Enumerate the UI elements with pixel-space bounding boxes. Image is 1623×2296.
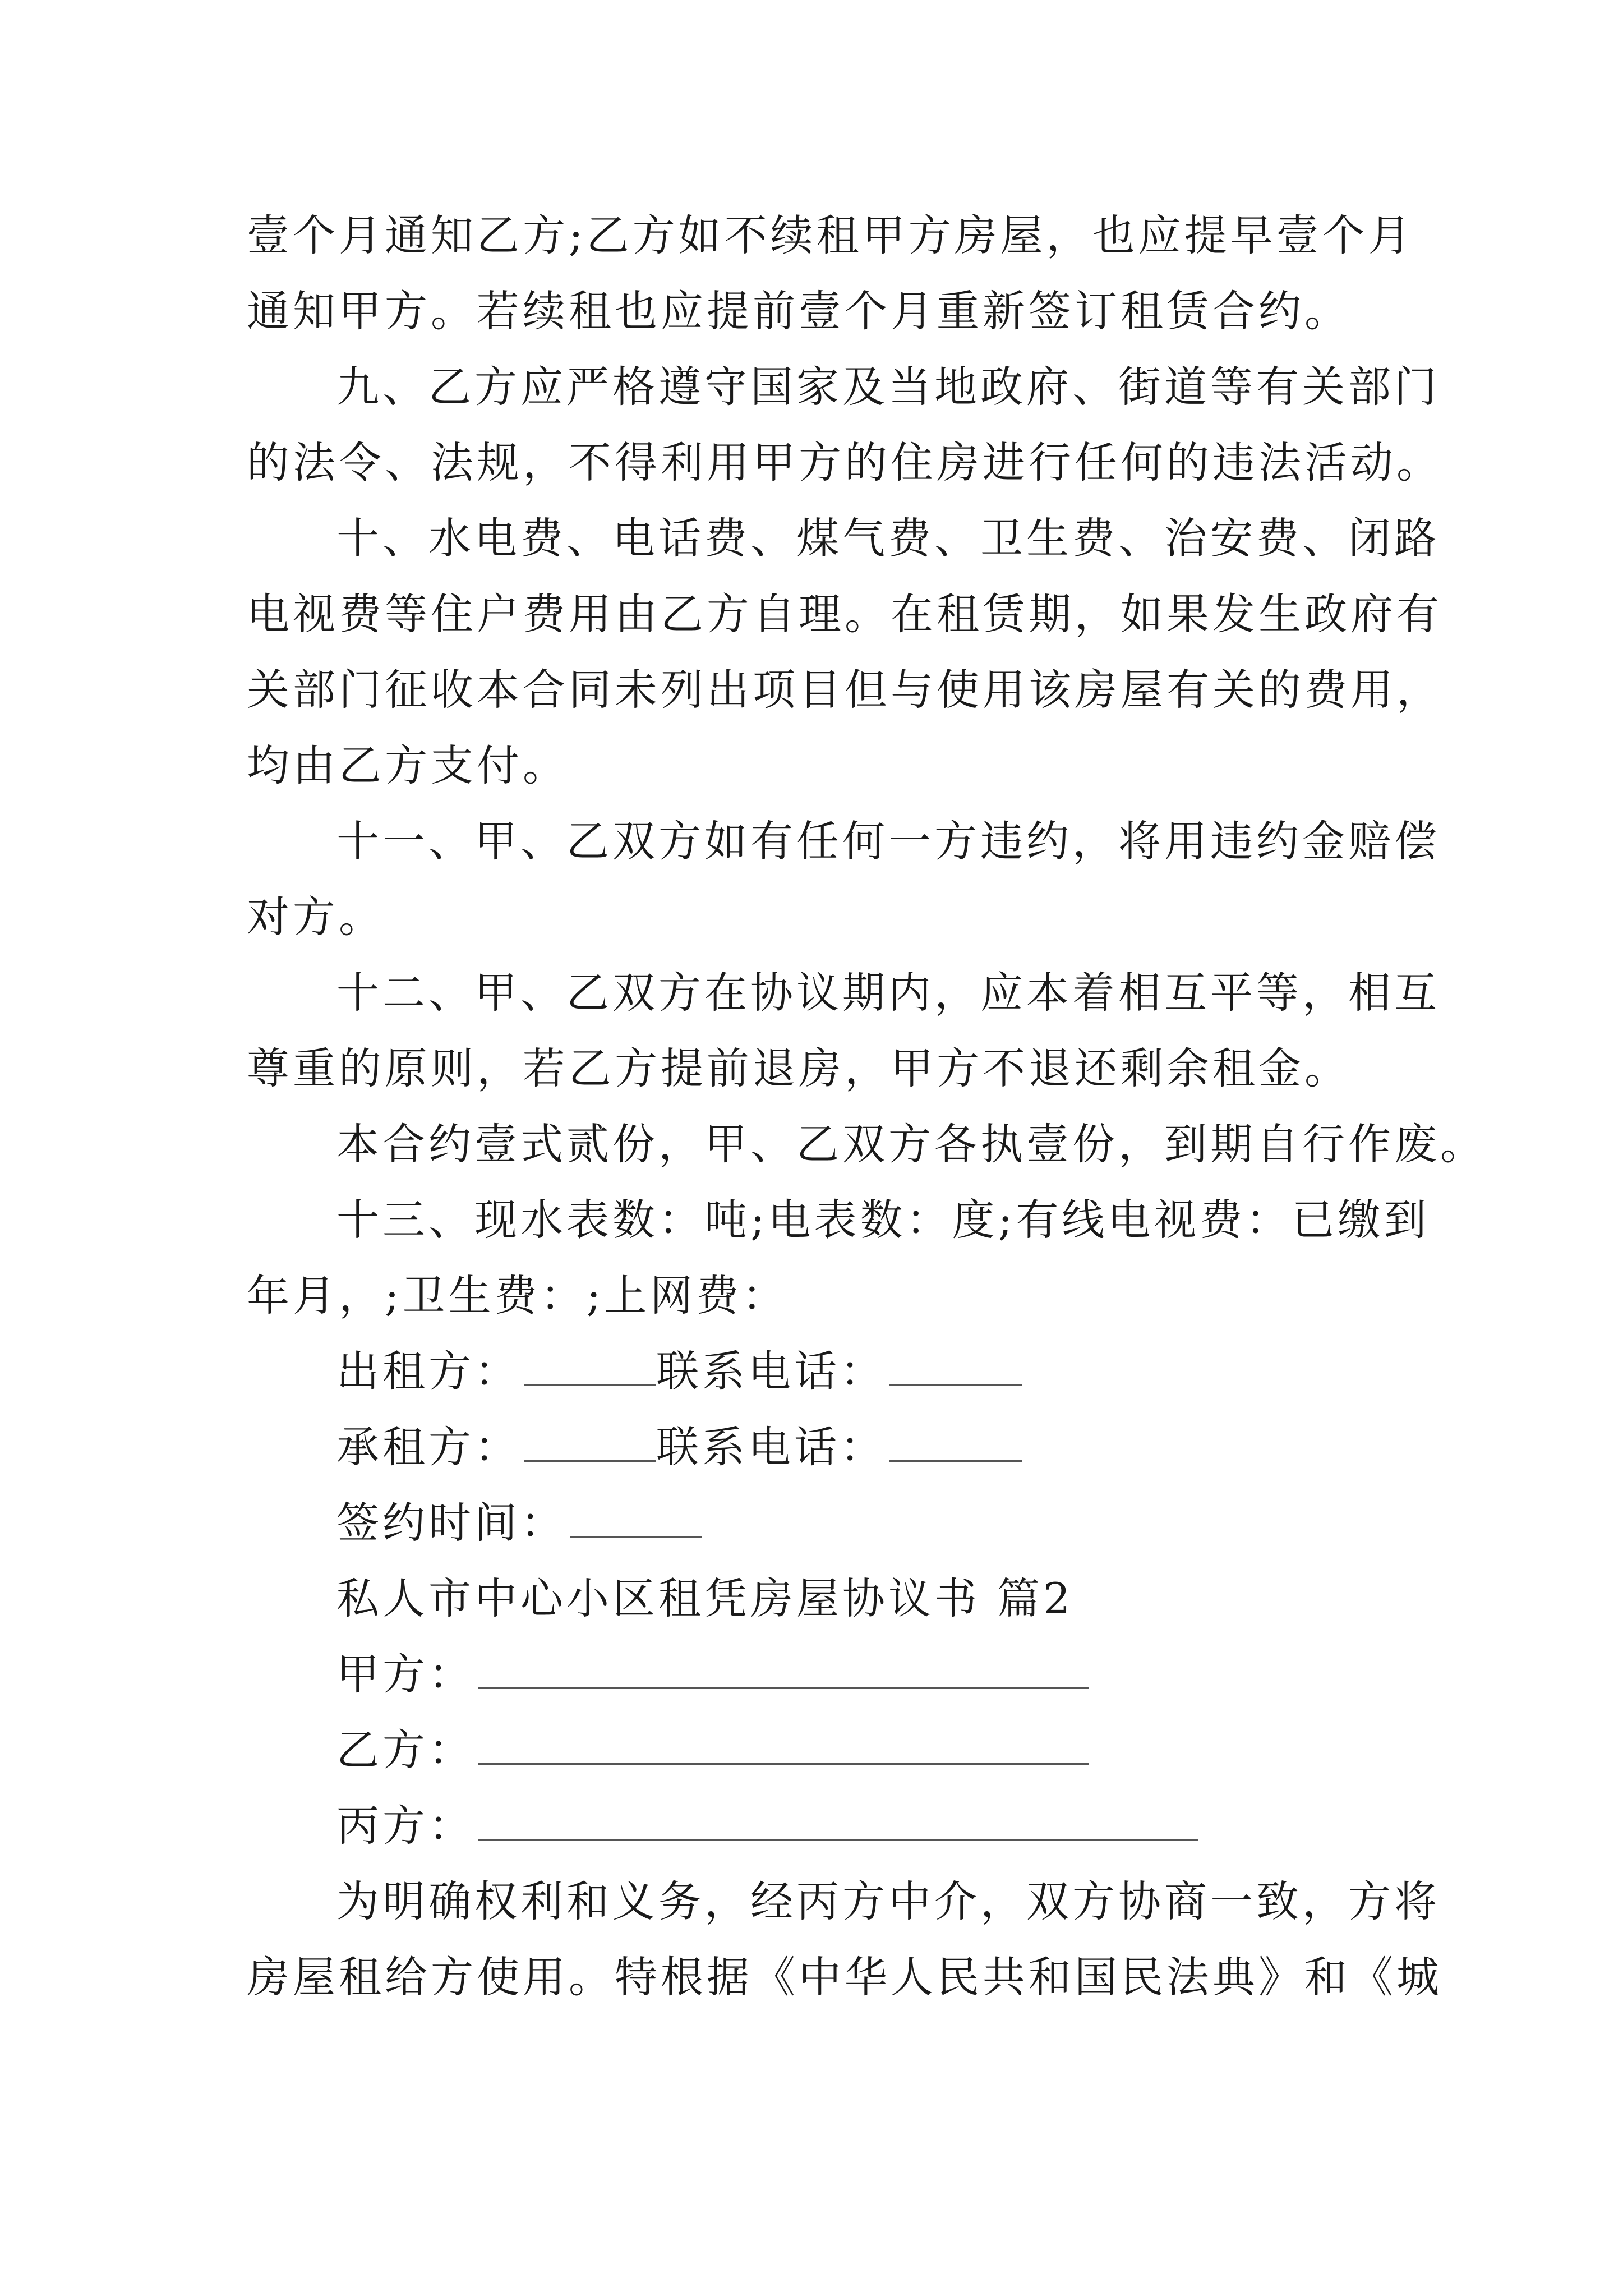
lessor-label: 出租方：	[336, 1346, 520, 1396]
intro-line: 房屋租给方使用。特根据《中华人民共和国民法典》和《城	[247, 1952, 1442, 2002]
paragraph-line: 对方。	[247, 892, 385, 942]
lessor-phone-blank	[889, 1345, 1022, 1386]
paragraph-line: 通知甲方。若续租也应提前壹个月重新签订租赁合约。	[247, 286, 1350, 336]
lessee-row	[336, 1419, 1380, 1475]
party-a-blank	[478, 1648, 1089, 1689]
intro-line: 为明确权利和义务，经丙方中介，双方协商一致，方将	[336, 1876, 1440, 1926]
paragraph-line: 壹个月通知乙方;乙方如不续租甲方房屋，也应提早壹个月	[247, 210, 1414, 260]
paragraph-line: 电视费等住户费用由乙方自理。在租赁期，如果发生政府有	[247, 589, 1442, 639]
paragraph-line: 尊重的原则，若乙方提前退房，甲方不退还剩余租金。	[247, 1043, 1350, 1093]
lessor-blank	[524, 1345, 656, 1386]
party-a-label: 甲方：	[336, 1649, 474, 1699]
clause-9-line: 九、乙方应严格遵守国家及当地政府、街道等有关部门	[336, 362, 1440, 412]
lessor-row	[336, 1343, 1380, 1400]
paragraph-line: 年月，;卫生费：;上网费：	[247, 1271, 789, 1320]
sign-time-row	[336, 1495, 1380, 1551]
clause-11-line: 十一、甲、乙双方如有任何一方违约，将用违约金赔偿	[336, 816, 1440, 866]
section-title: 私人市中心小区租凭房屋协议书 篇2	[336, 1573, 1074, 1623]
paragraph-line: 关部门征收本合同未列出项目但与使用该房屋有关的费用，	[247, 665, 1442, 715]
lessee-phone-label: 联系电话：	[656, 1422, 886, 1472]
party-c-row	[336, 1798, 1380, 1854]
party-c-label: 丙方：	[336, 1801, 474, 1851]
paragraph-line: 均由乙方支付。	[247, 740, 569, 790]
party-b-row	[336, 1722, 1380, 1778]
lessee-phone-blank	[889, 1421, 1022, 1462]
paragraph-line: 的法令、法规，不得利用甲方的住房进行任何的违法活动。	[247, 438, 1442, 487]
copies-line: 本合约壹式贰份，甲、乙双方各执壹份，到期自行作废。	[336, 1119, 1486, 1169]
party-b-blank	[478, 1724, 1089, 1765]
lessor-phone-label: 联系电话：	[656, 1346, 886, 1396]
sign-time-blank	[570, 1497, 702, 1538]
clause-13-line: 十三、现水表数：吨;电表数：度;有线电视费：已缴到	[336, 1195, 1430, 1245]
lessee-label: 承租方：	[336, 1422, 520, 1472]
lessee-blank	[524, 1421, 656, 1462]
party-c-blank	[478, 1800, 1198, 1841]
party-b-label: 乙方：	[336, 1725, 474, 1775]
clause-10-line: 十、水电费、电话费、煤气费、卫生费、治安费、闭路	[336, 513, 1440, 563]
sign-time-label: 签约时间：	[336, 1498, 566, 1548]
party-a-row	[336, 1646, 1380, 1703]
clause-12-line: 十二、甲、乙双方在协议期内，应本着相互平等，相互	[336, 968, 1440, 1018]
